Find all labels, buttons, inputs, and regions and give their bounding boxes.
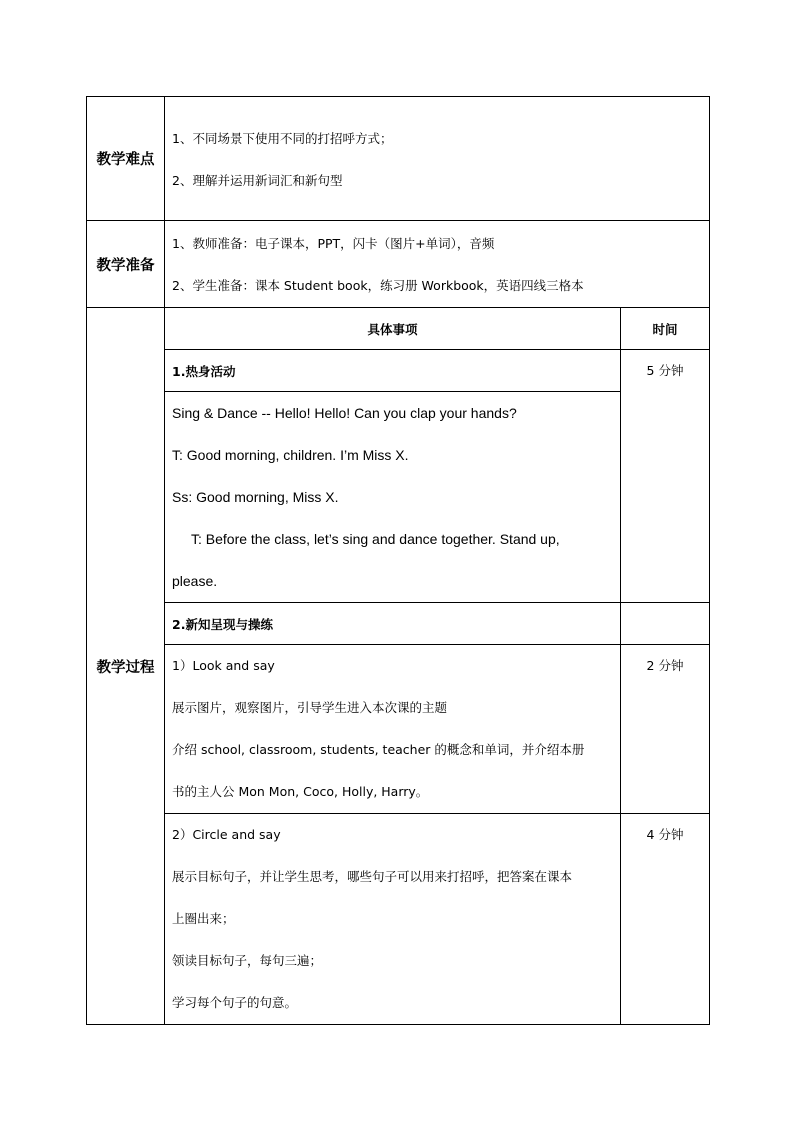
warmup-title-row <box>87 350 710 392</box>
look-say-time <box>621 645 710 814</box>
circle-say-content <box>165 814 621 1025</box>
preparation-row <box>87 221 710 308</box>
circle-say-time-text: 4 分钟 <box>646 827 684 842</box>
preparation-label: 教学准备 <box>87 221 165 308</box>
circle-say-time <box>621 814 710 1025</box>
look-say-line-3: 介绍 school, classroom, students, teacher 的概念和单词，并介绍本册 <box>172 742 585 757</box>
warmup-line-4: T: Before the class, let’s sing and dance together. Stand up, <box>191 531 560 547</box>
warmup-line-3: Ss: Good morning, Miss X. <box>172 489 339 505</box>
circle-say-line-5: 学习每个句子的句意。 <box>172 995 298 1010</box>
warmup-content-row <box>87 392 710 603</box>
warmup-title <box>165 350 621 392</box>
warmup-line-1: Sing & Dance -- Hello! Hello! Can you clap your hands? <box>172 405 517 421</box>
circle-say-line-3: 上圈出来； <box>172 911 235 926</box>
warmup-time <box>621 350 710 603</box>
look-say-time-text: 2 分钟 <box>646 658 684 673</box>
preparation-line-2: 2、学生准备：课本 Student book，练习册 Workbook，英语四线三格本 <box>172 278 584 293</box>
preparation-line-1: 1、教师准备：电子课本，PPT，闪卡（图片+单词），音频 <box>172 236 495 251</box>
circle-say-line-2: 展示目标句子，并让学生思考，哪些句子可以用来打招呼，把答案在课本 <box>172 869 573 884</box>
warmup-time-text: 5 分钟 <box>646 363 684 378</box>
look-say-row <box>87 645 710 814</box>
difficulty-content <box>165 97 710 221</box>
warmup-content <box>165 392 621 603</box>
process-header-row <box>87 308 710 350</box>
presentation-title <box>165 603 621 645</box>
circle-say-line-1: 2）Circle and say <box>172 827 281 842</box>
presentation-title-time <box>621 603 710 645</box>
look-say-content <box>165 645 621 814</box>
circle-say-line-4: 领读目标句子，每句三遍； <box>172 953 323 968</box>
difficulty-label: 教学难点 <box>87 97 165 221</box>
header-items <box>165 308 621 350</box>
warmup-line-2: T: Good morning, children. I’m Miss X. <box>172 447 409 463</box>
difficulty-line-2: 2、理解并运用新词汇和新句型 <box>172 173 343 188</box>
look-say-line-2: 展示图片，观察图片，引导学生进入本次课的主题 <box>172 700 448 715</box>
process-label: 教学过程 <box>87 308 165 1025</box>
presentation-title-row <box>87 603 710 645</box>
difficulty-row <box>87 97 710 221</box>
presentation-title-text: 2.新知呈现与操练 <box>172 616 273 632</box>
warmup-line-5: please. <box>172 573 218 589</box>
header-time-text: 时间 <box>652 321 678 337</box>
lesson-plan-table <box>86 96 710 1025</box>
header-items-text: 具体事项 <box>367 321 418 337</box>
header-time <box>621 308 710 350</box>
preparation-content <box>165 221 710 308</box>
look-say-line-1: 1）Look and say <box>172 658 275 673</box>
warmup-title-text: 1.热身活动 <box>172 363 236 379</box>
look-say-line-4: 书的主人公 Mon Mon, Coco, Holly, Harry。 <box>172 784 429 799</box>
difficulty-line-1: 1、不同场景下使用不同的打招呼方式； <box>172 131 393 146</box>
lesson-plan-page <box>86 96 709 1025</box>
circle-say-row <box>87 814 710 1025</box>
